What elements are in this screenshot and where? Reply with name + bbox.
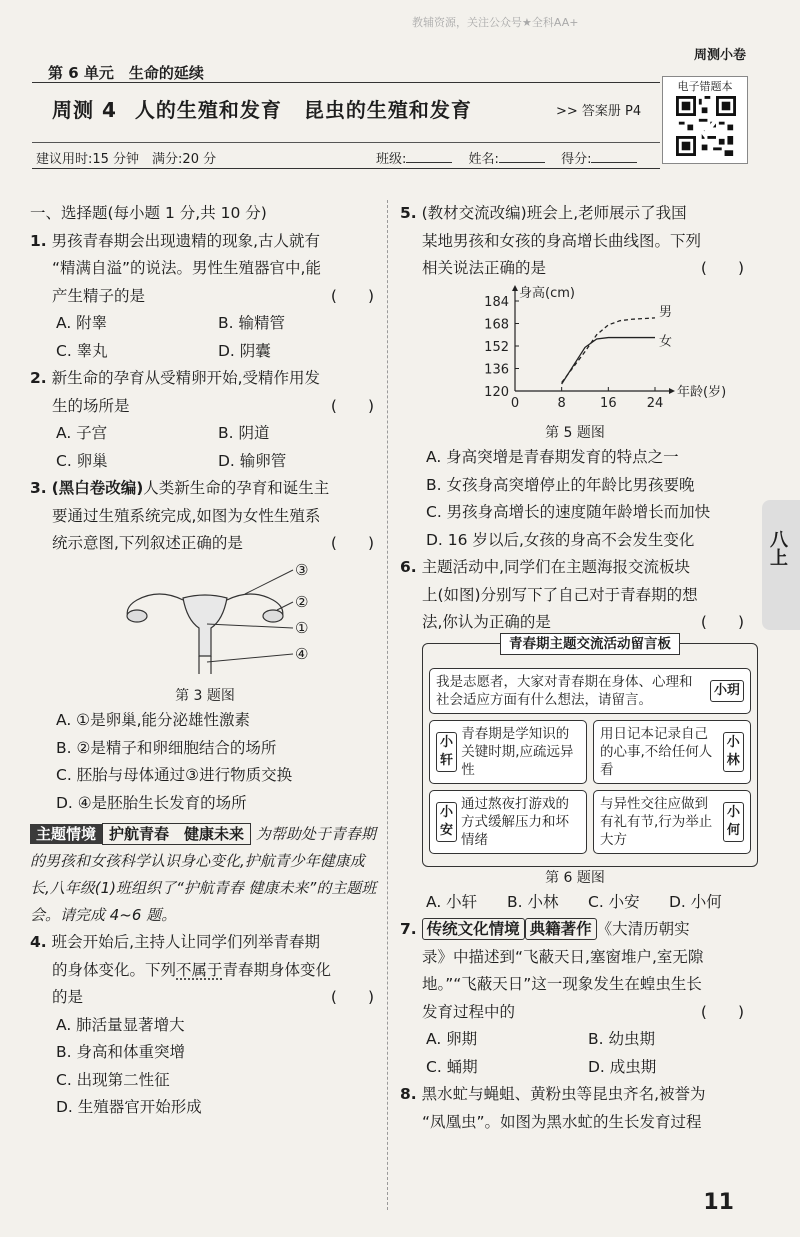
q3-options — [30, 707, 380, 817]
title-part2: 人的生殖和发育 — [134, 98, 282, 122]
watermark: 教辅资源，关注公众号★全科AA+ — [412, 16, 579, 29]
author-tag: 小轩 — [436, 732, 457, 772]
page-number: 11 — [703, 1190, 734, 1215]
header-rule-mid — [32, 142, 660, 143]
option[interactable]: C. 睾丸 — [56, 341, 108, 360]
q5-caption: 第 5 题图 — [545, 425, 605, 441]
label-2: ② — [295, 592, 309, 611]
topic-box: 主题情境 — [30, 824, 102, 844]
y-axis-label: 身高(cm) — [519, 285, 575, 301]
option[interactable]: A. ①是卵巢,能分泌雄性激素 — [56, 711, 251, 729]
author-tag: 小安 — [436, 802, 457, 842]
classic-tag: 典籍著作 — [525, 918, 597, 940]
y-axis-arrow — [512, 285, 518, 291]
answer-bracket[interactable]: ( ) — [330, 396, 374, 415]
option[interactable]: A. 小轩 — [426, 892, 478, 911]
y-tick-label: 168 — [484, 317, 509, 332]
class-label: 班级: — [376, 152, 407, 167]
grade-side-label: 八上 — [767, 530, 788, 566]
option[interactable]: D. 小何 — [669, 892, 722, 911]
answer-reference: >> 答案册 P4 — [556, 104, 642, 119]
answer-bracket[interactable]: ( ) — [700, 259, 744, 277]
option[interactable]: C. 出现第二性征 — [56, 1070, 170, 1089]
topic-name: 护航青春 健康未来 — [102, 823, 251, 845]
question-5: 5. (教材交流改编)班会上,老师展示了我国 某地男孩和女孩的身高增长曲线图。下列 相关说法正确的是 ( ) — [400, 200, 750, 283]
answer-bracket[interactable]: ( ) — [700, 613, 744, 631]
q3-caption: 第 3 题图 — [175, 688, 235, 704]
column-divider — [387, 200, 388, 1210]
option[interactable]: D. 阴囊 — [218, 341, 271, 360]
legend-label: 女 — [659, 334, 673, 350]
question-3: 3. (黑白卷改编)人类新生命的孕育和诞生主 要通过生殖系统完成,如图为女性生殖系 统示意图,下列叙述正确的是 ( ) — [30, 475, 380, 558]
option[interactable]: B. 小林 — [507, 892, 559, 911]
question-7: 7. 传统文化情境 典籍著作 《大清历朝实 录》中描述到“飞蔽天日,塞窗堆户,室无隙 地。”“飞蔽天日”这一现象发生在蝗虫生长 发育过程中的 ( ) — [400, 916, 750, 1026]
question-4: 4. 班会开始后,主持人让同学们列举青春期 的身体变化。下列不属于青春期身体变化 的是 ( ) — [30, 929, 380, 1012]
q5-options — [400, 444, 750, 554]
option[interactable]: C. 小安 — [588, 892, 640, 911]
y-tick-label: 120 — [484, 384, 509, 400]
q3-figure — [30, 558, 380, 686]
score-blank[interactable] — [591, 162, 637, 163]
height-growth-chart — [445, 283, 727, 413]
corner-tag: 周测小卷 — [693, 48, 746, 63]
message-xiaoan: 小安 通过熬夜打游戏的方式缓解压力和坏情绪 — [429, 790, 587, 854]
question-1: 1. 男孩青春期会出现遗精的现象,古人就有 “精满自溢”的说法。男性生殖器官中,能 产生精子的是 ( ) — [30, 228, 380, 311]
option[interactable]: B. 输精管 — [218, 314, 285, 332]
time-info: 建议用时:15 分钟 满分:20 分 — [36, 152, 217, 167]
answer-bracket[interactable]: ( ) — [700, 1002, 744, 1021]
option[interactable]: D. 输卵管 — [218, 451, 287, 470]
x-axis-label: 年龄(岁) — [677, 384, 727, 400]
y-tick-label: 152 — [484, 339, 509, 355]
student-fields — [376, 148, 649, 167]
q1-options — [30, 310, 380, 365]
message-row-1 — [429, 720, 751, 790]
option[interactable]: B. 女孩身高突增停止的年龄比男孩要晚 — [426, 475, 695, 494]
option[interactable]: A. 卵期 — [426, 1030, 478, 1048]
x-tick-label: 24 — [646, 395, 664, 411]
option[interactable]: A. 子宫 — [56, 424, 108, 442]
q6-caption: 第 6 题图 — [545, 869, 605, 886]
header-rule-top — [32, 82, 660, 83]
answer-bracket[interactable]: ( ) — [330, 534, 374, 552]
topic-text: 为帮助处于青春期的男孩和女孩科学认识身心变化,护航青少年健康成长,八年级(1)班组织了“护航青春 健康未来”的主题班会。请完成 4~6 题。 — [30, 825, 377, 924]
option[interactable]: C. 男孩身高增长的速度随年龄增长而加快 — [426, 503, 711, 521]
option[interactable]: A. 肺活量显著增大 — [56, 1015, 185, 1034]
message-xiaoxuan: 小轩 青春期是学知识的关键时期,应疏远异性 — [429, 720, 587, 784]
title-part1: 周测 4 — [52, 98, 117, 122]
q4-options — [30, 1012, 380, 1122]
section-heading: 一、选择题(每小题 1 分,共 10 分) — [30, 204, 267, 222]
label-3: ③ — [295, 560, 309, 579]
left-column — [30, 200, 380, 1122]
author-tag: 小玥 — [710, 680, 744, 702]
name-label: 姓名: — [468, 152, 499, 167]
message-xiaolin: 用日记本记录自己的心事,不给任何人看 小林 — [593, 720, 751, 784]
option[interactable]: C. 胚胎与母体通过③进行物质交换 — [56, 766, 293, 784]
question-8: 8. 黑水虻与蝇蛆、黄粉虫等昆虫齐名,被誉为 “凤凰虫”。如图为黑水虻的生长发育过程 — [400, 1085, 706, 1131]
qr-code-icon[interactable] — [676, 96, 736, 156]
question-6: 6. 主题活动中,同学们在主题海报交流板块 上(如图)分别写下了自己对于青春期的想 法,你认为正确的是 ( ) — [400, 554, 750, 637]
option[interactable]: D. 生殖器官开始形成 — [56, 1098, 202, 1116]
question-2: 2. 新生命的孕育从受精卵开始,受精作用发 生的场所是 ( ) — [30, 365, 380, 420]
female-reproductive-diagram — [95, 558, 315, 676]
option[interactable]: C. 蛹期 — [426, 1057, 478, 1076]
message-row-2 — [429, 790, 751, 860]
message-board — [422, 635, 758, 867]
topic-context — [30, 821, 380, 929]
title-part3: 昆虫的生殖和发育 — [303, 98, 472, 122]
x-axis-arrow — [669, 388, 675, 394]
legend-label: 男 — [659, 304, 673, 320]
answer-bracket[interactable]: ( ) — [330, 988, 374, 1006]
series-line-girl — [562, 337, 655, 383]
message-xiaohe: 与异性交往应做到有礼有节,行为举止大方 小何 — [593, 790, 751, 854]
q5-figure — [400, 283, 750, 423]
option[interactable]: A. 身高突增是青春期发育的特点之一 — [426, 448, 679, 466]
option[interactable]: D. 16 岁以后,女孩的身高不会发生变化 — [426, 530, 695, 549]
class-blank[interactable] — [406, 162, 452, 163]
option[interactable]: B. 身高和体重突增 — [56, 1043, 185, 1061]
message-volunteer: 我是志愿者，大家对青春期在身体、心理和社会适应方面有什么想法，请留言。 小玥 — [429, 668, 751, 714]
option[interactable]: B. 幼虫期 — [588, 1030, 655, 1048]
author-tag: 小林 — [723, 732, 744, 772]
q6-options — [400, 889, 750, 917]
header-rule-bottom — [32, 168, 660, 169]
option[interactable]: D. ④是胚胎生长发育的场所 — [56, 793, 247, 812]
board-title: 青春期主题交流活动留言板 — [500, 633, 680, 655]
option[interactable]: C. 卵巢 — [56, 451, 108, 470]
option[interactable]: B. ②是精子和卵细胞结合的场所 — [56, 738, 277, 757]
culture-tag: 传统文化情境 — [422, 918, 525, 940]
name-blank[interactable] — [499, 162, 545, 163]
qr-label: 电子错题本 — [677, 80, 733, 93]
series-line-boy — [562, 317, 655, 382]
answer-bracket[interactable]: ( ) — [330, 286, 374, 305]
author-tag: 小何 — [723, 802, 744, 842]
x-tick-label: 16 — [600, 395, 617, 411]
option[interactable]: A. 附睾 — [56, 314, 108, 332]
label-1: ① — [295, 618, 309, 637]
q2-options — [30, 420, 380, 475]
unit-heading: 第 6 单元 生命的延续 — [48, 64, 204, 82]
y-tick-label: 184 — [484, 294, 509, 310]
y-tick-label: 136 — [484, 362, 509, 377]
q7-options — [400, 1026, 750, 1081]
label-4: ④ — [295, 644, 309, 663]
option[interactable]: B. 阴道 — [218, 424, 270, 442]
option[interactable]: D. 成虫期 — [588, 1057, 657, 1076]
page-title — [52, 94, 472, 123]
right-column — [400, 200, 750, 1136]
x-tick-label: 0 — [510, 395, 520, 411]
x-tick-label: 8 — [557, 395, 566, 411]
score-label: 得分: — [561, 152, 592, 167]
